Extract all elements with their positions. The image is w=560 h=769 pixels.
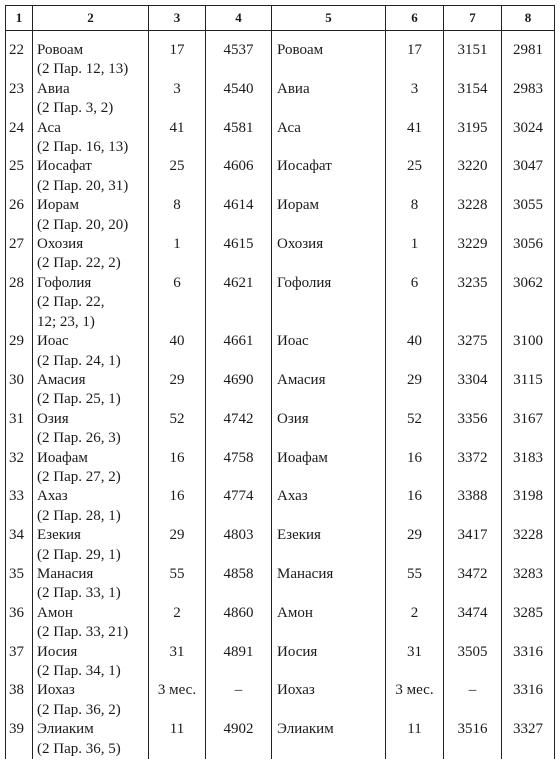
row-number: 27 (6, 235, 33, 274)
reign-years: 16 (149, 449, 206, 488)
table-row (6, 31, 555, 80)
year-value-bc: 3183 (502, 449, 555, 488)
year-value: 4774 (206, 487, 272, 526)
king-name: Элиаким (272, 720, 386, 759)
table-row (6, 332, 555, 371)
reign-years: 41 (149, 119, 206, 158)
reign-years-alt: 8 (386, 196, 444, 235)
scripture-reference: (2 Пар. 34, 1) (37, 663, 121, 679)
reign-years-alt: 55 (386, 565, 444, 604)
year-value-bc: 3024 (502, 119, 555, 158)
king-name-cell (33, 157, 149, 196)
reign-years: 31 (149, 643, 206, 682)
reign-years: 8 (149, 196, 206, 235)
year-value-alt: 3151 (444, 31, 502, 80)
king-name: Ахаз (272, 487, 386, 526)
king-name-cell (33, 720, 149, 759)
scripture-reference: (2 Пар. 33, 21) (37, 624, 129, 641)
reign-years: 29 (149, 371, 206, 410)
reign-years-alt: 29 (386, 526, 444, 565)
king-name: Иохаз (272, 681, 386, 720)
column-header: 6 (386, 6, 444, 31)
year-value-alt: 3195 (444, 119, 502, 158)
king-name-cell (33, 196, 149, 235)
row-number: 39 (6, 720, 33, 759)
year-value-alt: 3229 (444, 235, 502, 274)
year-value-alt: 3356 (444, 410, 502, 449)
king-name-cell (33, 371, 149, 410)
reign-years: 6 (149, 274, 206, 332)
king-name: Амон (272, 604, 386, 643)
king-name: Иоафам (37, 449, 88, 466)
year-value-bc: 3055 (502, 196, 555, 235)
scripture-reference: (2 Пар. 36, 5) (37, 740, 121, 757)
year-value-alt: 3388 (444, 487, 502, 526)
king-name: Иоас (37, 333, 69, 350)
row-number: 28 (6, 274, 33, 332)
king-name: Манасия (272, 565, 386, 604)
scripture-reference: (2 Пар. 20, 20) (37, 216, 129, 233)
scripture-reference: (2 Пар. 33, 1) (37, 585, 121, 602)
king-name: Озия (272, 410, 386, 449)
king-name: Иорам (37, 197, 79, 214)
year-value: 4860 (206, 604, 272, 643)
scripture-reference: (2 Пар. 26, 3) (37, 430, 121, 447)
king-name-cell (33, 235, 149, 274)
scripture-reference: (2 Пар. 29, 1) (37, 546, 121, 563)
year-value-bc: 3047 (502, 157, 555, 196)
reign-years: 29 (149, 526, 206, 565)
king-name: Иорам (272, 196, 386, 235)
king-name: Элиаким (37, 721, 94, 738)
year-value-alt: 3228 (444, 196, 502, 235)
year-value-bc: 3100 (502, 332, 555, 371)
king-name-cell (33, 119, 149, 158)
table-row (6, 643, 555, 682)
year-value-bc: 3283 (502, 565, 555, 604)
reign-years: 17 (149, 31, 206, 80)
table-row (6, 487, 555, 526)
table-row (6, 604, 555, 643)
reign-years: 3 мес. (149, 681, 206, 720)
year-value: 4615 (206, 235, 272, 274)
row-number: 26 (6, 196, 33, 235)
year-value-bc: 3198 (502, 487, 555, 526)
reign-years-alt: 1 (386, 235, 444, 274)
king-name: Аса (272, 119, 386, 158)
year-value-bc: 3228 (502, 526, 555, 565)
row-number: 31 (6, 410, 33, 449)
king-name: Иосафат (272, 157, 386, 196)
table-row (6, 449, 555, 488)
year-value-alt: 3472 (444, 565, 502, 604)
chronology-table (5, 5, 555, 759)
reign-years: 3 (149, 80, 206, 119)
reign-years-alt: 41 (386, 119, 444, 158)
reign-years: 11 (149, 720, 206, 759)
year-value: 4614 (206, 196, 272, 235)
row-number: 22 (6, 31, 33, 80)
king-name-cell (33, 526, 149, 565)
reign-years: 16 (149, 487, 206, 526)
row-number: 35 (6, 565, 33, 604)
king-name-cell (33, 681, 149, 720)
king-name: Гофолия (272, 274, 386, 332)
row-number: 34 (6, 526, 33, 565)
scripture-reference: (2 Пар. 16, 13) (37, 139, 129, 156)
column-header: 2 (33, 6, 149, 31)
reign-years-alt: 16 (386, 449, 444, 488)
year-value-bc: 3285 (502, 604, 555, 643)
king-name: Езекия (272, 526, 386, 565)
king-name: Иосия (37, 643, 78, 660)
scripture-reference: (2 Пар. 28, 1) (37, 507, 121, 524)
year-value: 4537 (206, 31, 272, 80)
table-row (6, 274, 555, 332)
row-number: 37 (6, 643, 33, 682)
year-value: 4742 (206, 410, 272, 449)
row-number: 38 (6, 681, 33, 720)
reign-years: 55 (149, 565, 206, 604)
year-value-alt: – (444, 681, 502, 720)
reign-years-alt: 11 (386, 720, 444, 759)
row-number: 24 (6, 119, 33, 158)
year-value: 4540 (206, 80, 272, 119)
scripture-reference: (2 Пар. 25, 1) (37, 391, 121, 408)
reign-years-alt: 16 (386, 487, 444, 526)
year-value-alt: 3516 (444, 720, 502, 759)
reign-years: 25 (149, 157, 206, 196)
reign-years-alt: 6 (386, 274, 444, 332)
year-value: 4902 (206, 720, 272, 759)
king-name-cell (33, 604, 149, 643)
king-name-cell (33, 643, 149, 682)
reign-years-alt: 2 (386, 604, 444, 643)
table-row (6, 235, 555, 274)
year-value-bc: 2983 (502, 80, 555, 119)
scripture-reference: (2 Пар. 22, (37, 294, 105, 311)
year-value: 4581 (206, 119, 272, 158)
scripture-reference: (2 Пар. 36, 2) (37, 701, 121, 718)
year-value: 4803 (206, 526, 272, 565)
column-header: 3 (149, 6, 206, 31)
row-number: 29 (6, 332, 33, 371)
year-value: 4858 (206, 565, 272, 604)
king-name-cell (33, 487, 149, 526)
year-value: 4661 (206, 332, 272, 371)
reign-years-alt: 40 (386, 332, 444, 371)
row-number: 30 (6, 371, 33, 410)
year-value-bc: 3316 (502, 643, 555, 682)
reign-years-alt: 29 (386, 371, 444, 410)
year-value: 4690 (206, 371, 272, 410)
table-row (6, 157, 555, 196)
king-name-cell (33, 332, 149, 371)
year-value-alt: 3235 (444, 274, 502, 332)
king-name: Манасия (37, 565, 94, 582)
row-number: 33 (6, 487, 33, 526)
scripture-reference: (2 Пар. 3, 2) (37, 100, 114, 117)
king-name: Ахаз (37, 488, 68, 505)
reign-years-alt: 31 (386, 643, 444, 682)
scripture-reference: (2 Пар. 24, 1) (37, 352, 121, 369)
table-row (6, 119, 555, 158)
king-name: Амон (37, 604, 73, 621)
year-value-alt: 3372 (444, 449, 502, 488)
year-value-bc: 3167 (502, 410, 555, 449)
column-header: 4 (206, 6, 272, 31)
king-name: Охозия (37, 236, 84, 253)
reign-years: 2 (149, 604, 206, 643)
king-name: Авиа (37, 80, 70, 97)
king-name-cell (33, 31, 149, 80)
year-value-bc: 3062 (502, 274, 555, 332)
king-name: Иосафат (37, 158, 92, 175)
year-value-alt: 3474 (444, 604, 502, 643)
king-name: Авиа (272, 80, 386, 119)
year-value-alt: 3417 (444, 526, 502, 565)
table-row (6, 526, 555, 565)
scripture-reference: (2 Пар. 27, 2) (37, 468, 121, 485)
year-value-alt: 3505 (444, 643, 502, 682)
table-row (6, 565, 555, 604)
king-name: Ровоам (272, 31, 386, 80)
table-row (6, 196, 555, 235)
table-row (6, 80, 555, 119)
year-value-bc: 3327 (502, 720, 555, 759)
header-row (6, 6, 555, 31)
column-header: 7 (444, 6, 502, 31)
king-name: Охозия (272, 235, 386, 274)
scripture-reference: (2 Пар. 22, 2) (37, 255, 121, 272)
table-row (6, 720, 555, 759)
row-number: 23 (6, 80, 33, 119)
year-value-bc: 2981 (502, 31, 555, 80)
year-value: 4621 (206, 274, 272, 332)
king-name: Иосия (272, 643, 386, 682)
king-name-cell (33, 80, 149, 119)
king-name: Иоафам (272, 449, 386, 488)
column-header: 1 (6, 6, 33, 31)
scripture-reference: 12; 23, 1) (37, 313, 95, 330)
row-number: 25 (6, 157, 33, 196)
year-value-bc: 3316 (502, 681, 555, 720)
king-name: Езекия (37, 527, 81, 544)
year-value-alt: 3275 (444, 332, 502, 371)
year-value-alt: 3154 (444, 80, 502, 119)
king-name: Гофолия (37, 274, 92, 291)
row-number: 36 (6, 604, 33, 643)
reign-years: 52 (149, 410, 206, 449)
column-header: 5 (272, 6, 386, 31)
reign-years-alt: 25 (386, 157, 444, 196)
king-name: Амасия (37, 371, 86, 388)
year-value: 4891 (206, 643, 272, 682)
year-value-bc: 3056 (502, 235, 555, 274)
king-name: Иоас (272, 332, 386, 371)
year-value: – (206, 681, 272, 720)
column-header: 8 (502, 6, 555, 31)
year-value-bc: 3115 (502, 371, 555, 410)
king-name-cell (33, 565, 149, 604)
king-name-cell (33, 449, 149, 488)
reign-years: 1 (149, 235, 206, 274)
king-name: Озия (37, 410, 69, 427)
reign-years-alt: 17 (386, 31, 444, 80)
king-name: Ровоам (37, 42, 84, 58)
row-number: 32 (6, 449, 33, 488)
king-name-cell (33, 274, 149, 332)
year-value-alt: 3220 (444, 157, 502, 196)
reign-years: 40 (149, 332, 206, 371)
reign-years-alt: 52 (386, 410, 444, 449)
king-name-cell (33, 410, 149, 449)
king-name: Иохаз (37, 682, 75, 699)
table-row (6, 410, 555, 449)
year-value-alt: 3304 (444, 371, 502, 410)
table-row (6, 681, 555, 720)
king-name: Аса (37, 119, 61, 136)
year-value: 4758 (206, 449, 272, 488)
scripture-reference: (2 Пар. 20, 31) (37, 177, 129, 194)
table-row (6, 371, 555, 410)
reign-years-alt: 3 мес. (386, 681, 444, 720)
reign-years-alt: 3 (386, 80, 444, 119)
year-value: 4606 (206, 157, 272, 196)
king-name: Амасия (272, 371, 386, 410)
scripture-reference: (2 Пар. 12, 13) (37, 61, 129, 78)
